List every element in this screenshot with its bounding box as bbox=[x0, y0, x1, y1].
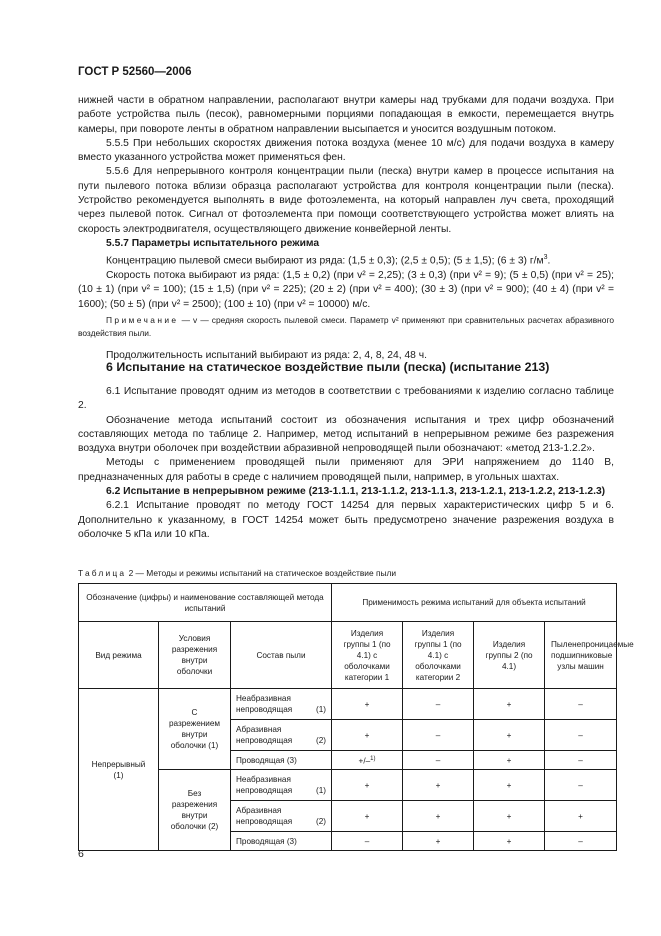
dust-cell: Проводящая (3) bbox=[231, 751, 332, 770]
paragraph-5-5-5: 5.5.5 При небольших скоростях движения потока воздуха (менее 10 м/с) для подачи воздуха в камеру вместо указанного устройства может применяться фен. bbox=[78, 137, 614, 164]
value-cell: + bbox=[332, 801, 403, 832]
value-cell: + bbox=[474, 801, 545, 832]
value-cell: – bbox=[545, 832, 617, 851]
document-header: ГОСТ Р 52560—2006 bbox=[78, 66, 192, 78]
heading-5-5-7: 5.5.7 Параметры испытательного режима bbox=[106, 237, 320, 249]
value-cell: + bbox=[332, 720, 403, 751]
note-label: Примечание bbox=[106, 314, 179, 325]
value-cell: + bbox=[474, 832, 545, 851]
paragraph-flow-speed: Скорость потока выбирают из ряда: (1,5 ± 0,2) (при v² = 2,25); (3 ± 0,3) (при v² = 9); (5 ± 0,5) (при v² = 25); (10 ± 1) (при v² = 100); (15 ± 1,5) (при v² = 225); (20 ± 2) (при v² = 400); (30 ± 3) (при v² = 900); (40 ± 4) (при v² = 1600); (50 ± 5) (при v² = 2500); (100 ± 10) (при v² = 10000) м/с. bbox=[78, 269, 614, 310]
methods-table bbox=[78, 583, 634, 851]
paragraph-6-2-1: 6.2.1 Испытание проводят по методу ГОСТ 14254 для первых характеристических цифр 5 и 6. Дополнительно к указанному, в ГОСТ 14254 может быть предусмотрено значение разрежения воздуха в оболочке 5 кПа или 10 кПа. bbox=[78, 500, 614, 540]
dust-cell: Абразивная непроводящая (2) bbox=[231, 801, 332, 832]
value-cell: + bbox=[403, 832, 474, 851]
value-cell: + bbox=[474, 751, 545, 770]
value-cell: + bbox=[403, 770, 474, 801]
header-designation: Обозначение (цифры) и наименование составляющей метода испытаний bbox=[79, 584, 332, 622]
body-text-upper bbox=[78, 94, 614, 363]
page-number: 6 bbox=[78, 848, 84, 860]
header-object-2: Изделия группы 1 (по 4.1) с оболочками категории 2 bbox=[403, 622, 474, 689]
value-cell: – bbox=[545, 770, 617, 801]
value-cell: – bbox=[545, 751, 617, 770]
paragraph-concentration: Концентрацию пылевой смеси выбирают из ряда: (1,5 ± 0,3); (2,5 ± 0,5); (5 ± 1,5); (6 ± 3) $г/м^3$. bbox=[106, 254, 551, 267]
value-cell: + bbox=[474, 689, 545, 720]
value-cell: +/–$^{1)}$ bbox=[332, 751, 403, 770]
dust-cell: Проводящая (3) bbox=[231, 832, 332, 851]
table-caption: Таблица 2 — Методы и режимы испытаний на статическое воздействие пыли bbox=[78, 568, 397, 578]
header-object-4: Пыленепроницаемые подшипниковые узлы машин bbox=[545, 622, 617, 689]
value-cell: – bbox=[545, 689, 617, 720]
mode-cell: Непрерывный (1) bbox=[79, 689, 159, 851]
value-cell: + bbox=[474, 720, 545, 751]
value-cell: – bbox=[403, 751, 474, 770]
note bbox=[78, 314, 614, 341]
table-row bbox=[79, 770, 617, 801]
value-cell: + bbox=[545, 801, 617, 832]
paragraph-method-designation: Обозначение метода испытаний состоит из обозначения испытания и трех цифр обозначений составляющих метода по таблице 2. Например, метод испытаний в непрерывном режиме без разрежения воздуха внутри оболочек при воздействии абразивной непроводящей пыли обозначают: «метод 213-1.2.2». bbox=[78, 414, 614, 455]
dust-cell: Неабразивная непроводящая (1) bbox=[231, 770, 332, 801]
value-cell: – bbox=[403, 720, 474, 751]
value-cell: – bbox=[403, 689, 474, 720]
header-conditions: Условия разрежения внутри оболочки bbox=[159, 622, 231, 689]
condition-cell-1: С разрежением внутри оболочки (1) bbox=[159, 689, 231, 770]
table-header-row-1 bbox=[79, 584, 617, 622]
table-header-row-2 bbox=[79, 622, 617, 689]
value-cell: + bbox=[332, 689, 403, 720]
value-cell: – bbox=[332, 832, 403, 851]
dust-cell: Абразивная непроводящая (2) bbox=[231, 720, 332, 751]
value-cell: + bbox=[474, 770, 545, 801]
header-dust: Состав пыли bbox=[231, 622, 332, 689]
condition-cell-2: Без разрежения внутри оболочки (2) bbox=[159, 770, 231, 851]
section-6-heading: 6 Испытание на статическое воздействие пыли (песка) (испытание 213) bbox=[106, 360, 550, 374]
header-applicability: Применимость режима испытаний для объекта испытаний bbox=[332, 584, 617, 622]
header-object-3: Изделия группы 2 (по 4.1) bbox=[474, 622, 545, 689]
table-row bbox=[79, 689, 617, 720]
body-text-lower bbox=[78, 385, 614, 542]
heading-6-2: 6.2 Испытание в непрерывном режиме (213-1.1.1, 213-1.1.2, 213-1.1.3, 213-1.2.1, 213-1.2.2, 213-1.2.3) bbox=[106, 486, 606, 498]
value-cell: + bbox=[403, 801, 474, 832]
paragraph-duration: Продолжительность испытаний выбирают из ряда: 2, 4, 8, 24, 48 ч. bbox=[106, 349, 427, 361]
paragraph-conductive-dust: Методы с применением проводящей пыли применяют для ЭРИ напряжением до 1140 В, предназначенных для работы в среде с наличием проводящей пыли, например, в угольных шахтах. bbox=[78, 457, 614, 483]
header-mode: Вид режима bbox=[79, 622, 159, 689]
paragraph-6-1: 6.1 Испытание проводят одним из методов в соответствии с требованиями к изделию согласно таблице 2. bbox=[78, 386, 614, 412]
paragraph-5-5-6: 5.5.6 Для непрерывного контроля концентрации пыли (песка) внутри камер в процессе испытания на пути пылевого потока вблизи образца располагают устройства для контроля концентрации пыли (песка). Устройство рекомендуется выполнять в виде фотоэлемента, на который направлен луч света, проходящий через пылевой поток. Сигнал от фотоэлемента при помощи соответствующего устройства может влиять на скорость электродвигателя, осуществляющего движение конвейерной ленты. bbox=[78, 166, 614, 235]
value-cell: + bbox=[332, 770, 403, 801]
value-cell: – bbox=[545, 720, 617, 751]
dust-cell: Неабразивная непроводящая (1) bbox=[231, 689, 332, 720]
header-object-1: Изделия группы 1 (по 4.1) с оболочками категории 1 bbox=[332, 622, 403, 689]
note-text: — v — средняя скорость пылевой смеси. Параметр v² применяют при сравнительных расчетах абразивного воздействия пыли. bbox=[78, 314, 614, 339]
paragraph-continuation: нижней части в обратном направлении, располагают внутри камеры над трубками для подачи воздуха. При работе устройства пыль (песок), равномерными порциями попадающая в емкости, перемещается внутрь камеры, при повороте ленты в обратном направлении высыпается и уносится воздушным потоком. bbox=[78, 95, 614, 135]
